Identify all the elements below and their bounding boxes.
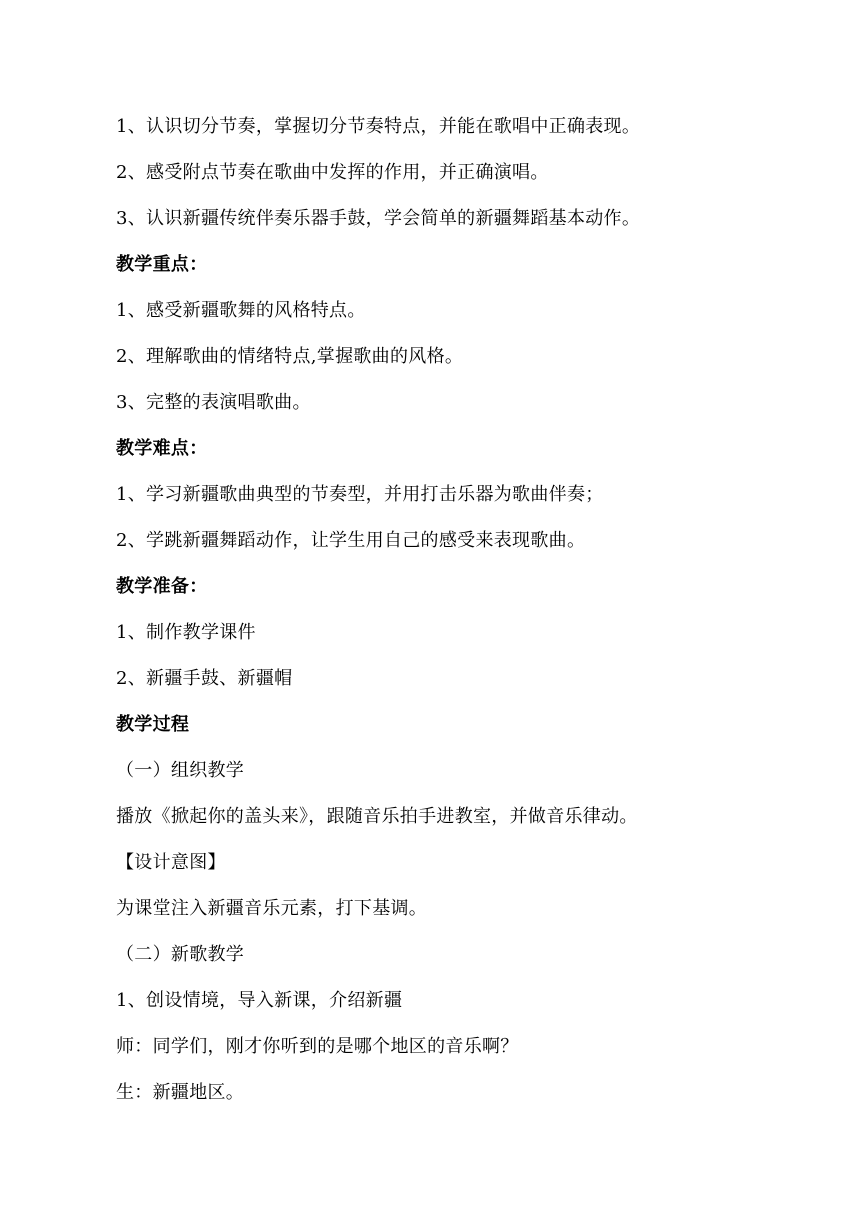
preparation-2: 2、新疆手鼓、新疆帽 bbox=[116, 668, 293, 689]
section-new-song: （二）新歌教学 bbox=[116, 944, 245, 965]
teacher-line: 师：同学们，刚才你听到的是哪个地区的音乐啊？ bbox=[116, 1036, 519, 1057]
process-text-1: 播放《掀起你的盖头来》，跟随音乐拍手进教室，并做音乐律动。 bbox=[116, 806, 638, 827]
objective-2: 2、感受附点节奏在歌曲中发挥的作用，并正确演唱。 bbox=[116, 162, 549, 183]
key-point-3: 3、完整的表演唱歌曲。 bbox=[116, 392, 311, 413]
step-1: 1、创设情境，导入新课，介绍新疆 bbox=[116, 990, 403, 1011]
key-point-1: 1、感受新疆歌舞的风格特点。 bbox=[116, 300, 366, 321]
objective-1: 1、认识切分节奏，掌握切分节奏特点，并能在歌唱中正确表现。 bbox=[116, 116, 641, 137]
difficulty-1: 1、学习新疆歌曲典型的节奏型，并用打击乐器为歌曲伴奏； bbox=[116, 484, 604, 505]
heading-key-points: 教学重点： bbox=[116, 254, 208, 275]
heading-preparation: 教学准备： bbox=[116, 576, 208, 597]
key-point-2: 2、理解歌曲的情绪特点,掌握歌曲的风格。 bbox=[116, 346, 464, 367]
section-organize: （一）组织教学 bbox=[116, 760, 245, 781]
design-intent-label: 【设计意图】 bbox=[116, 852, 226, 873]
heading-difficulties: 教学难点： bbox=[116, 438, 208, 459]
difficulty-2: 2、学跳新疆舞蹈动作，让学生用自己的感受来表现歌曲。 bbox=[116, 530, 586, 551]
heading-process: 教学过程 bbox=[116, 714, 190, 735]
design-intent-text: 为课堂注入新疆音乐元素，打下基调。 bbox=[116, 898, 428, 919]
student-line: 生：新疆地区。 bbox=[116, 1082, 245, 1103]
objective-3: 3、认识新疆传统伴奏乐器手鼓，学会简单的新疆舞蹈基本动作。 bbox=[116, 208, 641, 229]
preparation-1: 1、制作教学课件 bbox=[116, 622, 256, 643]
